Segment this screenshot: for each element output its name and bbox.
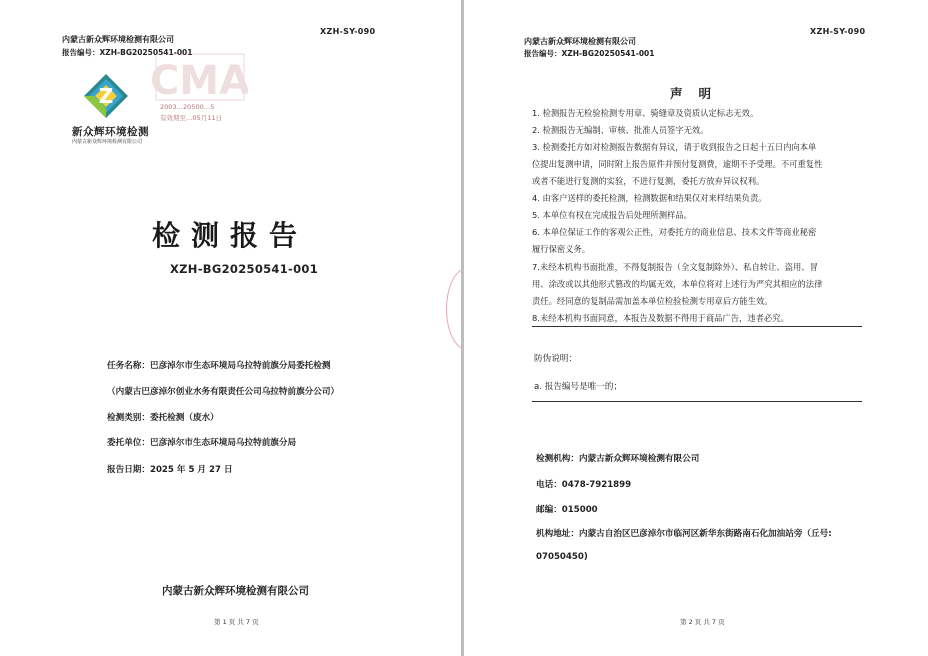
client-unit: 委托单位：巴彦淖尔市生态环境局乌拉特前旗分局: [107, 438, 297, 448]
report-code: XZH-BG20250541-001: [170, 262, 318, 276]
declaration-line: 5. 本单位有权在完成报告后处理所测样品。: [532, 210, 692, 220]
declaration-line: 2. 检测报告无编制、审核、批准人员签字无效。: [532, 125, 709, 135]
report-title: 检测报告: [152, 219, 309, 252]
doc-id: XZH-SY-090: [320, 27, 376, 36]
report-number-line: 报告编号：XZH-BG20250541-001: [524, 49, 655, 58]
cma-letters: CMA: [152, 58, 248, 104]
divider-line: [532, 326, 862, 327]
phone: 电话：0478-7921899: [536, 480, 632, 490]
declaration-line: 6. 本单位保证工作的客观公正性，对委托方的商业信息、技术文件等商业秘密: [532, 227, 817, 237]
divider-line: [532, 401, 862, 402]
declaration-line: 1. 检测报告无检验检测专用章、骑缝章及资质认定标志无效。: [532, 108, 759, 118]
declaration-title: 声明: [670, 86, 728, 101]
declaration-page: [464, 0, 928, 656]
declaration-line: 7.未经本机构书面批准，不得复制报告（全文复制除外）、私自转让、盗用、冒: [532, 262, 818, 272]
logo-name: 新众辉环境检测: [72, 126, 149, 138]
declaration-line: 位提出复测申请，同时附上报告原件并预付复测费，逾期不予受理。不可重复性: [532, 159, 823, 169]
svg-text:Z: Z: [98, 84, 114, 108]
report-number-line: 报告编号：XZH-BG20250541-001: [62, 48, 193, 57]
company-header: 内蒙古新众辉环境检测有限公司: [62, 35, 174, 44]
task-name-sub: （内蒙古巴彦淖尔创业水务有限责任公司乌拉特前旗分公司）: [107, 387, 340, 397]
doc-id: XZH-SY-090: [810, 27, 866, 36]
page-number: 第 2 页 共 7 页: [680, 618, 725, 626]
declaration-line: 用、涂改或以其他形式篡改的均属无效，本单位将对上述行为严究其相应的法律: [532, 279, 823, 289]
declaration-line: 4. 由客户送样的委托检测，检测数据和结果仅对来样结果负责。: [532, 193, 767, 203]
logo-subtitle: 内蒙古新众辉环境检测有限公司: [72, 139, 143, 145]
anti-fake-label: 防伪说明：: [534, 354, 577, 364]
declaration-line: 责任。经同意的复制品需加盖本单位检验检测专用章后方能生效。: [532, 296, 773, 306]
cover-page: [0, 0, 461, 656]
agency-address: 机构地址：内蒙古自治区巴彦淖尔市临河区新华东街路南石化加油站旁（丘号:: [536, 529, 832, 539]
page-number: 第 1 页 共 7 页: [214, 618, 259, 626]
cma-number: 2003…20500…5: [160, 103, 215, 111]
declaration-line: 或者不能进行复测的实验，不进行复测，委托方放弃异议权利。: [532, 176, 765, 186]
footer-company: 内蒙古新众辉环境检测有限公司: [162, 585, 309, 597]
testing-agency: 检测机构：内蒙古新众辉环境检测有限公司: [536, 454, 700, 464]
declaration-line: 3. 检测委托方如对检测报告数据有异议，请于收到报告之日起十五日内向本单: [532, 142, 817, 152]
inspection-category: 检测类别：委托检测（废水）: [107, 413, 219, 423]
postcode: 邮编：015000: [536, 505, 598, 515]
declaration-line: 履行保密义务。: [532, 244, 591, 254]
company-header: 内蒙古新众辉环境检测有限公司: [524, 37, 636, 46]
report-date: 报告日期：2025 年 5 月 27 日: [107, 465, 233, 475]
agency-address-cont: 07050450): [536, 552, 588, 562]
company-logo-icon: [82, 72, 130, 120]
cma-validity: 有效期至…05月11日: [160, 114, 223, 122]
seam-seal-arc: [446, 268, 461, 350]
task-name: 任务名称：巴彦淖尔市生态环境局乌拉特前旗分局委托检测: [107, 361, 331, 371]
anti-fake-item: a. 报告编号是唯一的；: [534, 382, 623, 392]
declaration-line: 8.未经本机构书面同意，本报告及数据不得用于商品广告，违者必究。: [532, 313, 789, 323]
